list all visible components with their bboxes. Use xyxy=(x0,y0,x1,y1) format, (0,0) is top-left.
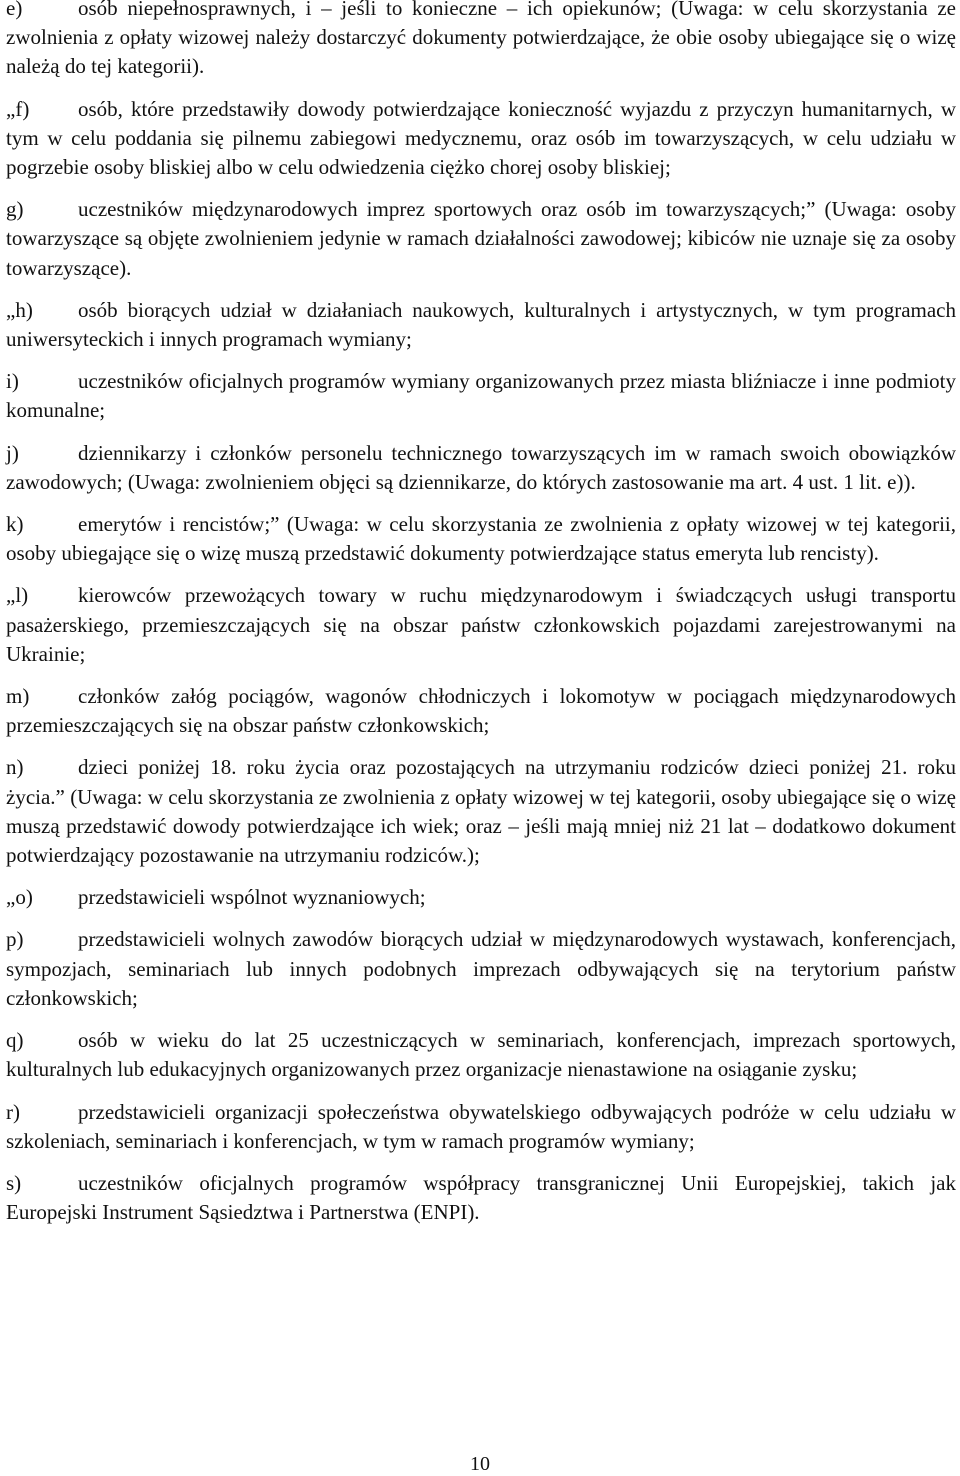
item-marker: i) xyxy=(6,369,19,394)
list-item xyxy=(6,439,956,497)
list-item xyxy=(6,753,956,870)
item-text: przedstawicieli organizacji społeczeństwa obywatelskiego odbywających podróże w celu udziału w szkoleniach, seminariach i konferencjach, w tym w ramach programów wymiany; xyxy=(6,1099,956,1153)
item-text: osób biorących udział w działaniach naukowych, kulturalnych i artystycznych, w tym programach uniwersyteckich i innych programach wymiany; xyxy=(6,297,956,352)
list-item xyxy=(6,1026,956,1084)
list-item xyxy=(6,95,956,183)
item-text: dziennikarzy i członków personelu technicznego towarzyszących im w ramach swoich obowiązków zawodowych; (Uwaga: zwolnieniem objęci są dziennikarze, do których zastosowanie ma art. 4 ust. 1 lit. e)). xyxy=(6,440,956,494)
item-text: emerytów i rencistów;” (Uwaga: w celu skorzystania ze zwolnienia z opłaty wizowej w tej kategorii, osoby ubiegające się o wizę muszą przedstawić dokumenty potwierdzające status emeryta lub rencisty). xyxy=(6,512,956,566)
item-marker: k) xyxy=(6,512,24,537)
item-marker: g) xyxy=(6,197,24,222)
item-text: kierowców przewożących towary w ruchu międzynarodowym i świadczących usługi transportu pasażerskiego, przemieszczających się na obszar państw członkowskich pojazdami zarejestrowanymi na Ukrainie; xyxy=(6,583,956,666)
item-marker: m) xyxy=(6,684,30,709)
item-text: uczestników międzynarodowych imprez sportowych oraz osób im towarzyszących;” (Uwaga: osoby towarzyszące są objęte zwolnieniem jedynie w ramach działalności zawodowej; kibiców nie uznaje się za osoby towarzyszące). xyxy=(6,197,956,280)
item-text: uczestników oficjalnych programów współpracy transgranicznej Unii Europejskiej, takich jak Europejski Instrument Sąsiedztwa i Partnerstwa (ENPI). xyxy=(6,1170,956,1225)
item-marker: p) xyxy=(6,927,24,952)
page-number: 10 xyxy=(470,1453,490,1475)
item-text: osób, które przedstawiły dowody potwierdzające konieczność wyjazdu z przyczyn humanitarnych, w tym w celu poddania się pilnemu zabiegowi medycznemu, oraz osób im towarzyszących, w celu udziału w pogrzebie osoby bliskiej albo w celu odwiedzenia ciężko chorej osoby bliskiej; xyxy=(6,96,956,180)
item-text: członków załóg pociągów, wagonów chłodniczych i lokomotyw w pociągach międzynarodowych przemieszczających się na obszar państw członkowskich; xyxy=(6,684,956,738)
list-item xyxy=(6,883,956,912)
item-marker: „l) xyxy=(6,583,29,608)
list-item xyxy=(6,925,956,1013)
item-text: osób w wieku do lat 25 uczestniczących w seminariach, konferencjach, imprezach sportowych, kulturalnych lub edukacyjnych organizowanych przez organizacje nienastawione na osiąganie zysku; xyxy=(6,1028,956,1082)
list-item xyxy=(6,0,956,82)
item-text: dzieci poniżej 18. roku życia oraz pozostających na utrzymaniu rodziców dzieci poniżej 21. roku życia.” (Uwaga: w celu skorzystania ze zwolnienia z opłaty wizowej w tej kategorii, osoby ubiegające się o wizę muszą przedstawić dowody potwierdzające ich wiek; oraz – jeśli mają mniej niż 21 lat – dodatkowo dokument potwierdzający pozostawanie na utrzymaniu rodziców.); xyxy=(6,755,956,868)
list-item xyxy=(6,1098,956,1156)
list-item xyxy=(6,367,956,425)
item-marker: e) xyxy=(6,0,23,20)
item-marker: „o) xyxy=(6,885,33,910)
list-item xyxy=(6,682,956,740)
list-item xyxy=(6,1169,956,1227)
item-marker: r) xyxy=(6,1099,20,1124)
item-text: przedstawicieli wspólnot wyznaniowych; xyxy=(78,885,426,910)
document-body xyxy=(6,0,956,1240)
item-text: przedstawicieli wolnych zawodów biorących udział w międzynarodowych wystawach, konferencjach, sympozjach, seminariach lub innych podobnych imprezach odbywających się na terytorium państw członkowskich; xyxy=(6,927,956,1010)
item-marker: q) xyxy=(6,1028,24,1053)
list-item xyxy=(6,510,956,568)
item-marker: „f) xyxy=(6,96,30,121)
item-marker: „h) xyxy=(6,297,33,322)
item-marker: j) xyxy=(6,440,19,465)
list-item xyxy=(6,195,956,283)
item-marker: n) xyxy=(6,755,24,780)
item-marker: s) xyxy=(6,1170,22,1195)
item-text: osób niepełnosprawnych, i – jeśli to konieczne – ich opiekunów; (Uwaga: w celu skorzystania ze zwolnienia z opłaty wizowej należy dostarczyć dokumenty potwierdzające, że obie osoby ubiegające się o wizę należą do tej kategorii). xyxy=(6,0,956,79)
item-text: uczestników oficjalnych programów wymiany organizowanych przez miasta bliźniacze i inne podmioty komunalne; xyxy=(6,369,956,423)
list-item xyxy=(6,296,956,354)
list-item xyxy=(6,581,956,669)
